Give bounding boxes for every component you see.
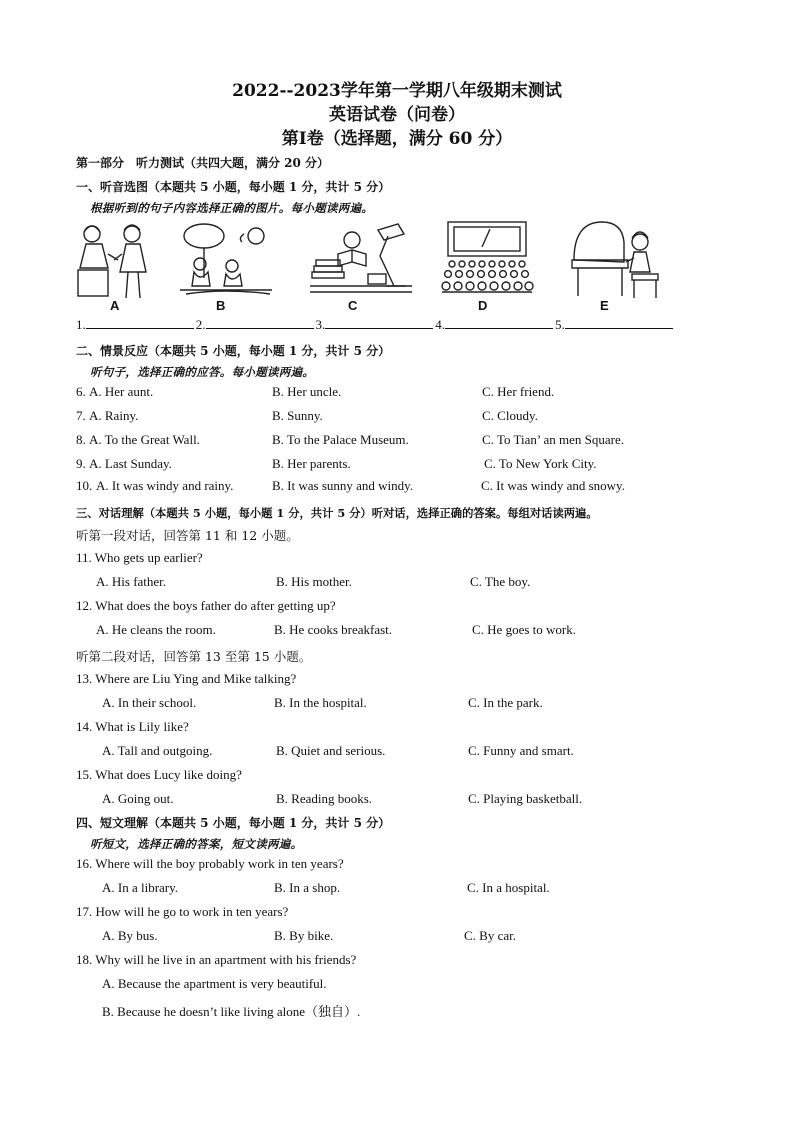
q16-option-c[interactable]: C. In a hospital. — [467, 880, 550, 895]
q9-number: 9. — [76, 456, 86, 471]
q10-option-b[interactable]: B. It was sunny and windy. — [272, 478, 414, 493]
q9-option-b[interactable]: B. Her parents. — [272, 456, 351, 471]
q14-option-b[interactable]: B. Quiet and serious. — [276, 743, 386, 758]
exam-subtitle: 英语试卷（问卷） — [329, 105, 465, 125]
section2-heading: 二、情景反应（本题共 5 小题，每小题 1 分，共计 5 分） — [76, 344, 391, 358]
q17-option-c[interactable]: C. By car. — [464, 928, 516, 943]
q13-option-a[interactable]: A. In their school. — [102, 695, 197, 710]
q18-option-b[interactable]: B. Because he doesn’t like living alone（独自）. — [102, 1004, 361, 1019]
q8-option-c[interactable]: C. To Tian’ an men Square. — [482, 432, 624, 447]
q11-option-c[interactable]: C. The boy. — [470, 574, 531, 589]
answer-blank-2[interactable] — [206, 316, 314, 329]
q13-question: 13. Where are Liu Ying and Mike talking? — [76, 671, 297, 686]
q14-option-a[interactable]: A. Tall and outgoing. — [102, 743, 213, 758]
q11-option-b[interactable]: B. His mother. — [276, 574, 352, 589]
answer-blank-3[interactable] — [325, 316, 433, 329]
blank-number-1: 1. — [76, 317, 86, 332]
picture-label-a: A — [110, 298, 120, 313]
blank-number-2: 2. — [195, 317, 206, 332]
part1-heading: 第一部分 听力测试（共四大题，满分 20 分） — [76, 156, 330, 170]
section1-instruction: 根据听到的句子内容选择正确的图片。每小题读两遍。 — [90, 201, 374, 215]
q12-option-a[interactable]: A. He cleans the room. — [96, 622, 216, 637]
q10-option-a[interactable]: A. It was windy and rainy. — [96, 478, 234, 493]
answer-blank-4[interactable] — [445, 316, 553, 329]
picture-label-d: D — [478, 298, 488, 313]
children-under-tree-icon — [178, 220, 274, 296]
answer-blanks-row — [76, 316, 675, 333]
answer-blank-1[interactable] — [86, 316, 194, 329]
q12-option-c[interactable]: C. He goes to work. — [472, 622, 576, 637]
q8-option-a[interactable]: A. To the Great Wall. — [89, 432, 200, 447]
q17-option-a[interactable]: A. By bus. — [102, 928, 158, 943]
q6-option-c[interactable]: C. Her friend. — [482, 384, 555, 399]
q15-question: 15. What does Lucy like doing? — [76, 767, 242, 782]
q7-option-b[interactable]: B. Sunny. — [272, 408, 323, 423]
q15-option-c[interactable]: C. Playing basketball. — [468, 791, 583, 806]
picture-label-c: C — [348, 298, 358, 313]
section3-heading: 三、对话理解（本题共 5 小题，每小题 1 分，共计 5 分）听对话，选择正确的答案。每组对话读两遍。 — [76, 506, 598, 520]
q7-number: 7. — [76, 408, 86, 423]
section1-heading: 一、听音选图（本题共 5 小题，每小题 1 分，共计 5 分） — [76, 180, 391, 194]
q13-option-b[interactable]: B. In the hospital. — [274, 695, 367, 710]
q8-option-b[interactable]: B. To the Palace Museum. — [272, 432, 409, 447]
picture-label-e: E — [600, 298, 609, 313]
boy-reading-at-desk-icon — [308, 220, 414, 298]
q13-option-c[interactable]: C. In the park. — [468, 695, 543, 710]
q8-number: 8. — [76, 432, 86, 447]
q16-question: 16. Where will the boy probably work in ten years? — [76, 856, 344, 871]
cinema-audience-icon — [440, 220, 534, 296]
q7-option-c[interactable]: C. Cloudy. — [482, 408, 538, 423]
q14-question: 14. What is Lily like? — [76, 719, 189, 734]
q18-question: 18. Why will he live in an apartment with his friends? — [76, 952, 357, 967]
dialog2-instruction: 听第二段对话，回答第 13 至第 15 小题。 — [76, 649, 312, 664]
q10-option-c[interactable]: C. It was windy and snowy. — [481, 478, 625, 493]
q14-option-c[interactable]: C. Funny and smart. — [468, 743, 574, 758]
q18-option-a[interactable]: A. Because the apartment is very beautiful. — [102, 976, 327, 991]
q6-option-a[interactable]: A. Her aunt. — [89, 384, 154, 399]
q10-number: 10. — [76, 478, 93, 493]
dialog1-instruction: 听第一段对话，回答第 11 和 12 小题。 — [76, 528, 299, 543]
section2-instruction: 听句子，选择正确的应答。每小题读两遍。 — [90, 365, 315, 379]
q15-option-b[interactable]: B. Reading books. — [276, 791, 373, 806]
section4-instruction: 听短文，选择正确的答案，短文读两遍。 — [90, 837, 303, 851]
blank-number-3: 3. — [315, 317, 326, 332]
q7-option-a[interactable]: A. Rainy. — [89, 408, 139, 423]
q12-question: 12. What does the boys father do after getting up? — [76, 598, 336, 613]
girl-playing-piano-icon — [568, 220, 668, 300]
q6-option-b[interactable]: B. Her uncle. — [272, 384, 342, 399]
q11-option-a[interactable]: A. His father. — [96, 574, 167, 589]
picture-label-b: B — [216, 298, 226, 313]
q16-option-b[interactable]: B. In a shop. — [274, 880, 341, 895]
q15-option-a[interactable]: A. Going out. — [102, 791, 174, 806]
q17-option-b[interactable]: B. By bike. — [274, 928, 334, 943]
blank-number-4: 4. — [435, 317, 445, 332]
q6-number: 6. — [76, 384, 86, 399]
exam-title: 2022--2023学年第一学期八年级期末测试 — [232, 81, 562, 101]
q9-option-c[interactable]: C. To New York City. — [484, 456, 597, 471]
q17-question: 17. How will he go to work in ten years? — [76, 904, 289, 919]
q16-option-a[interactable]: A. In a library. — [102, 880, 179, 895]
answer-blank-5[interactable] — [565, 316, 673, 329]
blank-number-5: 5. — [555, 317, 565, 332]
q9-option-a[interactable]: A. Last Sunday. — [89, 456, 172, 471]
q12-option-b[interactable]: B. He cooks breakfast. — [274, 622, 393, 637]
section4-heading: 四、短文理解（本题共 5 小题，每小题 1 分，共计 5 分） — [76, 816, 391, 830]
q11-question: 11. Who gets up earlier? — [76, 550, 203, 565]
two-women-talking-icon — [72, 220, 158, 302]
volume-title: 第I卷（选择题，满分 60 分） — [281, 129, 513, 149]
